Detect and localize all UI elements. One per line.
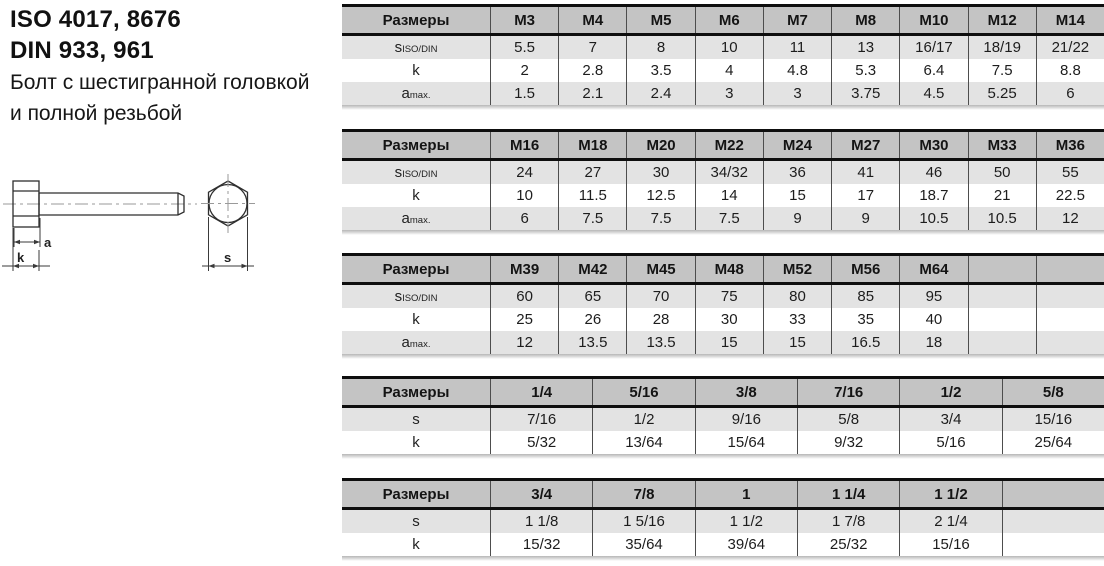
- table-cell: 2.8: [558, 59, 626, 82]
- column-header: 3/4: [490, 481, 592, 507]
- table-header-row: [342, 4, 1104, 36]
- table-cell: 25: [490, 308, 558, 331]
- column-header: M22: [695, 132, 763, 158]
- column-header: M8: [831, 7, 899, 33]
- table-cell: 75: [695, 285, 763, 308]
- table-cell: 8: [626, 36, 694, 59]
- table-cell: 14: [695, 184, 763, 207]
- table-cell: 2 1/4: [899, 510, 1001, 533]
- table-row: [342, 184, 1104, 207]
- table-cell: 30: [695, 308, 763, 331]
- dim-label-a: a: [44, 235, 52, 250]
- table-cell: 21/22: [1036, 36, 1104, 59]
- table-cell: 7.5: [968, 59, 1036, 82]
- table-cell: 1/2: [592, 408, 694, 431]
- table-cell: [968, 285, 1036, 308]
- table-cell: 30: [626, 161, 694, 184]
- table-cell: 8.8: [1036, 59, 1104, 82]
- table-cell: 18: [899, 331, 967, 354]
- size-table-inch-large: [342, 478, 1104, 556]
- table-cell: 5/8: [797, 408, 899, 431]
- description-line-2: и полной резьбой: [10, 102, 183, 125]
- row-label: k: [412, 62, 420, 79]
- column-header: 5/16: [592, 379, 694, 405]
- table-cell: 9/16: [695, 408, 797, 431]
- table-cell: 33: [763, 308, 831, 331]
- column-header: 5/8: [1002, 379, 1104, 405]
- column-header: M18: [558, 132, 626, 158]
- row-label: s $_{ISO/DIN}$: [394, 288, 438, 305]
- table-cell: 28: [626, 308, 694, 331]
- table-cell: 11.5: [558, 184, 626, 207]
- table-row: [342, 36, 1104, 59]
- table-row: [342, 408, 1104, 431]
- table-cell: 7: [558, 36, 626, 59]
- table-header-row: [342, 253, 1104, 285]
- table-cell: 35: [831, 308, 899, 331]
- row-label: a $_{max.}$: [401, 210, 431, 227]
- table-row: [342, 533, 1104, 556]
- table-cell: [1036, 308, 1104, 331]
- standard-iso: ISO 4017, 8676: [10, 6, 181, 33]
- table-cell: 3.5: [626, 59, 694, 82]
- table-row: [342, 331, 1104, 354]
- table-header-row: [342, 376, 1104, 408]
- column-header: M10: [899, 7, 967, 33]
- table-cell: 24: [490, 161, 558, 184]
- table-cell: 41: [831, 161, 899, 184]
- table-cell: 36: [763, 161, 831, 184]
- table-cell: [1036, 331, 1104, 354]
- table-cell: 17: [831, 184, 899, 207]
- column-header: M16: [490, 132, 558, 158]
- row-label: k: [412, 311, 420, 328]
- table-cell: [1002, 533, 1104, 556]
- table-cell: 13.5: [558, 331, 626, 354]
- table-cell: 2.4: [626, 82, 694, 105]
- table-cell: 11: [763, 36, 831, 59]
- column-header: M5: [626, 7, 694, 33]
- column-header: M14: [1036, 7, 1104, 33]
- row-label: s: [412, 411, 420, 428]
- table-cell: 26: [558, 308, 626, 331]
- table-cell: 21: [968, 184, 1036, 207]
- table-cell: 7.5: [626, 207, 694, 230]
- table-cell: 5/16: [899, 431, 1001, 454]
- table-cell: 1 5/16: [592, 510, 694, 533]
- table-cell: 13.5: [626, 331, 694, 354]
- table-corner-label: Размеры: [382, 260, 450, 278]
- table-cell: [968, 331, 1036, 354]
- title-block: [10, 4, 340, 128]
- column-header: M36: [1036, 132, 1104, 158]
- table-cell: 5/32: [490, 431, 592, 454]
- table-cell: 39/64: [695, 533, 797, 556]
- column-header: [1002, 481, 1104, 507]
- table-cell: 25/32: [797, 533, 899, 556]
- column-header: M20: [626, 132, 694, 158]
- table-cell: 12.5: [626, 184, 694, 207]
- column-header: M48: [695, 256, 763, 282]
- table-cell: 15/32: [490, 533, 592, 556]
- table-row: [342, 82, 1104, 105]
- table-cell: 10: [490, 184, 558, 207]
- table-cell: 3.75: [831, 82, 899, 105]
- table-cell: 10.5: [899, 207, 967, 230]
- table-cell: 60: [490, 285, 558, 308]
- column-header: M56: [831, 256, 899, 282]
- table-cell: 15: [695, 331, 763, 354]
- column-header: M33: [968, 132, 1036, 158]
- column-header: M42: [558, 256, 626, 282]
- table-cell: 2.1: [558, 82, 626, 105]
- table-row: [342, 510, 1104, 533]
- table-cell: 95: [899, 285, 967, 308]
- table-cell: 9: [763, 207, 831, 230]
- column-header: M7: [763, 7, 831, 33]
- column-header: [968, 256, 1036, 282]
- table-corner-label: Размеры: [382, 136, 450, 154]
- table-cell: 18/19: [968, 36, 1036, 59]
- table-cell: 4.8: [763, 59, 831, 82]
- table-cell: 15/64: [695, 431, 797, 454]
- column-header: 1: [695, 481, 797, 507]
- table-cell: 1 7/8: [797, 510, 899, 533]
- table-cell: 65: [558, 285, 626, 308]
- row-label: a $_{max.}$: [401, 334, 431, 351]
- size-table-m3-m14: [342, 4, 1104, 105]
- hex-end-view: [201, 174, 255, 233]
- column-header: M64: [899, 256, 967, 282]
- table-cell: 4.5: [899, 82, 967, 105]
- column-header: M12: [968, 7, 1036, 33]
- table-cell: [1036, 285, 1104, 308]
- table-cell: 1 1/2: [695, 510, 797, 533]
- table-cell: [968, 308, 1036, 331]
- table-cell: 6: [1036, 82, 1104, 105]
- table-cell: 5.5: [490, 36, 558, 59]
- dimension-a: [14, 218, 40, 247]
- table-cell: 5.3: [831, 59, 899, 82]
- column-header: 1 1/2: [899, 481, 1001, 507]
- table-cell: 6.4: [899, 59, 967, 82]
- table-cell: 40: [899, 308, 967, 331]
- table-cell: 10: [695, 36, 763, 59]
- column-header: 1 1/4: [797, 481, 899, 507]
- column-header: 1/2: [899, 379, 1001, 405]
- table-cell: 1.5: [490, 82, 558, 105]
- dimension-tables: [342, 0, 1104, 566]
- row-label: a $_{max.}$: [401, 85, 431, 102]
- column-header: M6: [695, 7, 763, 33]
- table-cell: 15: [763, 331, 831, 354]
- table-cell: 6: [490, 207, 558, 230]
- table-cell: 50: [968, 161, 1036, 184]
- table-cell: 13/64: [592, 431, 694, 454]
- table-cell: 12: [1036, 207, 1104, 230]
- table-cell: 80: [763, 285, 831, 308]
- column-header: 7/8: [592, 481, 694, 507]
- standard-din: DIN 933, 961: [10, 37, 154, 64]
- table-corner-label: Размеры: [382, 383, 450, 401]
- table-cell: 7.5: [695, 207, 763, 230]
- table-cell: 70: [626, 285, 694, 308]
- table-cell: 10.5: [968, 207, 1036, 230]
- table-cell: 13: [831, 36, 899, 59]
- size-table-m39-m64: [342, 253, 1104, 354]
- table-cell: 9/32: [797, 431, 899, 454]
- table-cell: 7/16: [490, 408, 592, 431]
- table-cell: 16/17: [899, 36, 967, 59]
- table-header-row: [342, 129, 1104, 161]
- column-header: M27: [831, 132, 899, 158]
- table-cell: 3: [695, 82, 763, 105]
- table-cell: 55: [1036, 161, 1104, 184]
- column-header: M30: [899, 132, 967, 158]
- table-cell: 35/64: [592, 533, 694, 556]
- table-cell: 15: [763, 184, 831, 207]
- row-label: s $_{ISO/DIN}$: [394, 164, 438, 181]
- table-cell: 3/4: [899, 408, 1001, 431]
- table-cell: 1 1/8: [490, 510, 592, 533]
- row-label: s $_{ISO/DIN}$: [394, 39, 438, 56]
- table-row: [342, 59, 1104, 82]
- table-cell: 4: [695, 59, 763, 82]
- column-header: 7/16: [797, 379, 899, 405]
- column-header: 3/8: [695, 379, 797, 405]
- table-row: [342, 308, 1104, 331]
- table-cell: 46: [899, 161, 967, 184]
- table-row: [342, 207, 1104, 230]
- column-header: [1036, 256, 1104, 282]
- column-header: M4: [558, 7, 626, 33]
- size-table-m16-m36: [342, 129, 1104, 230]
- table-cell: 85: [831, 285, 899, 308]
- table-row: [342, 285, 1104, 308]
- table-cell: 25/64: [1002, 431, 1104, 454]
- table-cell: 3: [763, 82, 831, 105]
- table-cell: 27: [558, 161, 626, 184]
- row-label: k: [412, 536, 420, 553]
- column-header: M52: [763, 256, 831, 282]
- description-line-1: Болт с шестигранной головкой: [10, 71, 310, 94]
- table-cell: 2: [490, 59, 558, 82]
- table-cell: 15/16: [1002, 408, 1104, 431]
- table-corner-label: Размеры: [382, 485, 450, 503]
- table-header-row: [342, 478, 1104, 510]
- row-label: s: [412, 513, 420, 530]
- row-label: k: [412, 434, 420, 451]
- table-row: [342, 431, 1104, 454]
- table-cell: 15/16: [899, 533, 1001, 556]
- table-cell: 7.5: [558, 207, 626, 230]
- dim-label-k: k: [17, 250, 25, 265]
- column-header: M24: [763, 132, 831, 158]
- table-cell: [1002, 510, 1104, 533]
- column-header: M3: [490, 7, 558, 33]
- table-corner-label: Размеры: [382, 11, 450, 29]
- table-cell: 16.5: [831, 331, 899, 354]
- bolt-diagram: [0, 165, 270, 285]
- column-header: M39: [490, 256, 558, 282]
- column-header: 1/4: [490, 379, 592, 405]
- row-label: k: [412, 187, 420, 204]
- column-header: M45: [626, 256, 694, 282]
- size-table-inch-small: [342, 376, 1104, 454]
- table-row: [342, 161, 1104, 184]
- dim-label-s: s: [224, 250, 232, 265]
- table-cell: 12: [490, 331, 558, 354]
- table-cell: 9: [831, 207, 899, 230]
- table-cell: 5.25: [968, 82, 1036, 105]
- table-cell: 22.5: [1036, 184, 1104, 207]
- table-cell: 18.7: [899, 184, 967, 207]
- dimension-k: [2, 228, 50, 271]
- table-cell: 34/32: [695, 161, 763, 184]
